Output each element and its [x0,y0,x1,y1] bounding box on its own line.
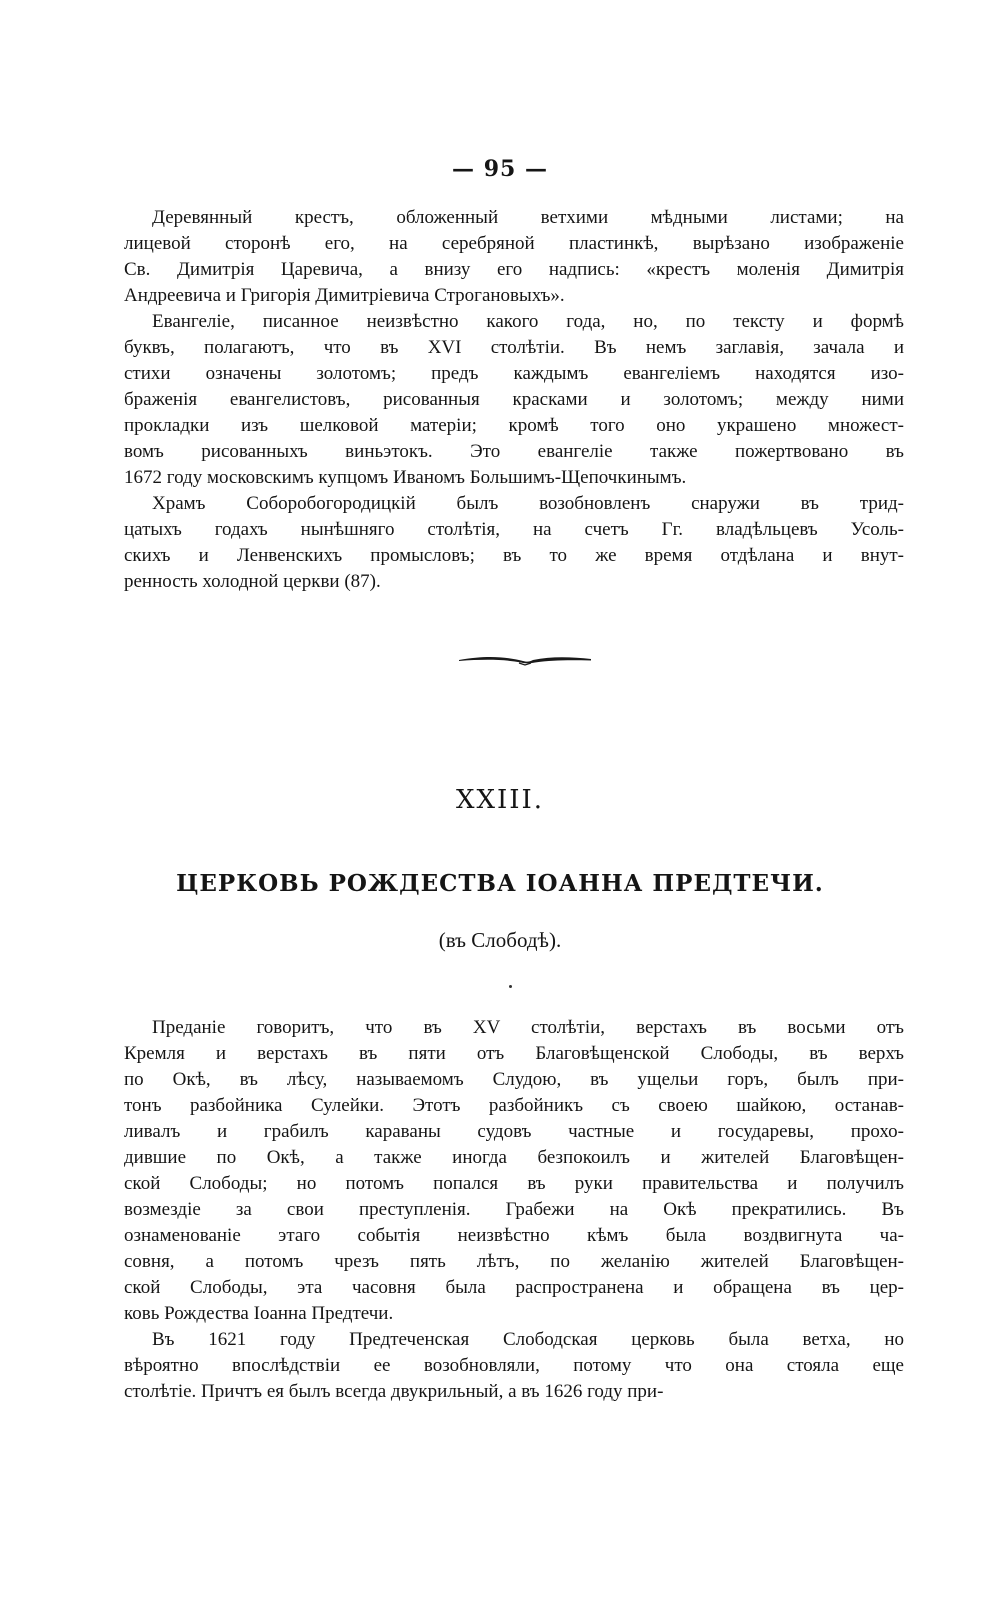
text-line: стихи означены золотомъ; предъ каждымъ евангеліемъ находятся изо- [124,363,904,384]
chapter-title: ЦЕРКОВЬ РОЖДЕСТВА ІОАННА ПРЕДТЕЧИ. [176,870,824,897]
chapter-subtitle: (въ Слободѣ). [438,928,562,952]
text-line: ливалъ и грабилъ караваны судовъ частные и государевы, прохо- [124,1121,904,1142]
text-line: столѣтіе. Причтъ ея былъ всегда двукрильный, а въ 1626 году при- [124,1381,664,1402]
text-line: Св. Димитрія Царевича, а внизу его надпись: «крестъ моленія Димитрія [124,259,904,280]
text-line: по Окѣ, въ лѣсу, называемомъ Слудою, въ ущельи горъ, былъ при- [124,1069,904,1090]
text-line: Въ 1621 году Предтеченская Слободская церковь была ветха, но [152,1329,904,1350]
text-line: Преданіе говоритъ, что въ XV столѣтіи, верстахъ въ восьми отъ [152,1017,904,1038]
text-line: ренность холодной церкви (87). [124,571,381,592]
text-line: ознаменованіе этаго событія неизвѣстно кѣмъ была воздвигнута ча- [124,1225,904,1246]
paragraph [124,1327,904,1405]
paragraph [124,309,904,491]
text-line: прокладки изъ шелковой матеріи; кромѣ того оно украшено множест- [124,415,904,436]
paragraph [124,1015,904,1327]
paragraph [124,491,904,595]
text-line: ской Слободы, эта часовня была распространена и обращена въ цер- [124,1277,904,1298]
text-line: дившие по Окѣ, а также иногда безпокоилъ и жителей Благовѣщен- [124,1147,904,1168]
text-line: Деревянный крестъ, обложенный ветхими мѣдными листами; на [152,207,904,228]
text-line: Евангеліе, писанное неизвѣстно какого года, но, по тексту и формѣ [152,311,904,332]
divider-ornament [457,651,593,667]
text-line: ской Слободы; но потомъ попался въ руки правительства и получилъ [124,1173,904,1194]
text-line: совня, а потомъ чрезъ пять лѣтъ, по желанію жителей Благовѣщен- [124,1251,904,1272]
text-line: возмездіе за свои преступленія. Грабежи на Окѣ прекратились. Въ [124,1199,904,1220]
paragraph [124,205,904,309]
chapter-number: XXIII. [455,785,545,815]
bottom-text-block [124,1015,904,1405]
text-line: ковь Рождества Іоанна Предтечи. [124,1303,394,1324]
text-line: вѣроятно впослѣдствіи ее возобновляли, потому что она стояла еще [124,1355,904,1376]
page-number: — 95 — [452,156,548,182]
text-line: цатыхъ годахъ нынѣшняго столѣтія, на счетъ Гг. владѣльцевъ Усоль- [124,519,904,540]
text-line: буквъ, полагаютъ, что въ XVI столѣтіи. Въ немъ заглавія, зачала и [124,337,904,358]
text-line: лицевой сторонѣ его, на серебряной пластинкѣ, вырѣзано изображеніе [124,233,904,254]
text-line: Кремля и верстахъ въ пяти отъ Благовѣщенской Слободы, въ верхъ [124,1043,904,1064]
text-line: браженія евангелистовъ, рисованныя красками и золотомъ; между ними [124,389,904,410]
text-line: Андреевича и Григорія Димитріевича Строгановыхъ». [124,285,565,306]
top-text-block [124,205,904,595]
text-line: вомъ рисованныхъ виньэтокъ. Это евангеліе также пожертвовано въ [124,441,904,462]
text-line: Храмъ Соборобогородицкій былъ возобновленъ снаружи въ трид- [152,493,904,514]
text-line: тонъ разбойника Сулейки. Этотъ разбойникъ съ своею шайкою, останав- [124,1095,904,1116]
ornament-dot [509,985,512,988]
text-line: 1672 году московскимъ купцомъ Иваномъ Большимъ-Щепочкинымъ. [124,467,687,488]
text-line: скихъ и Ленвенскихъ промысловъ; въ то же время отдѣлана и внут- [124,545,904,566]
